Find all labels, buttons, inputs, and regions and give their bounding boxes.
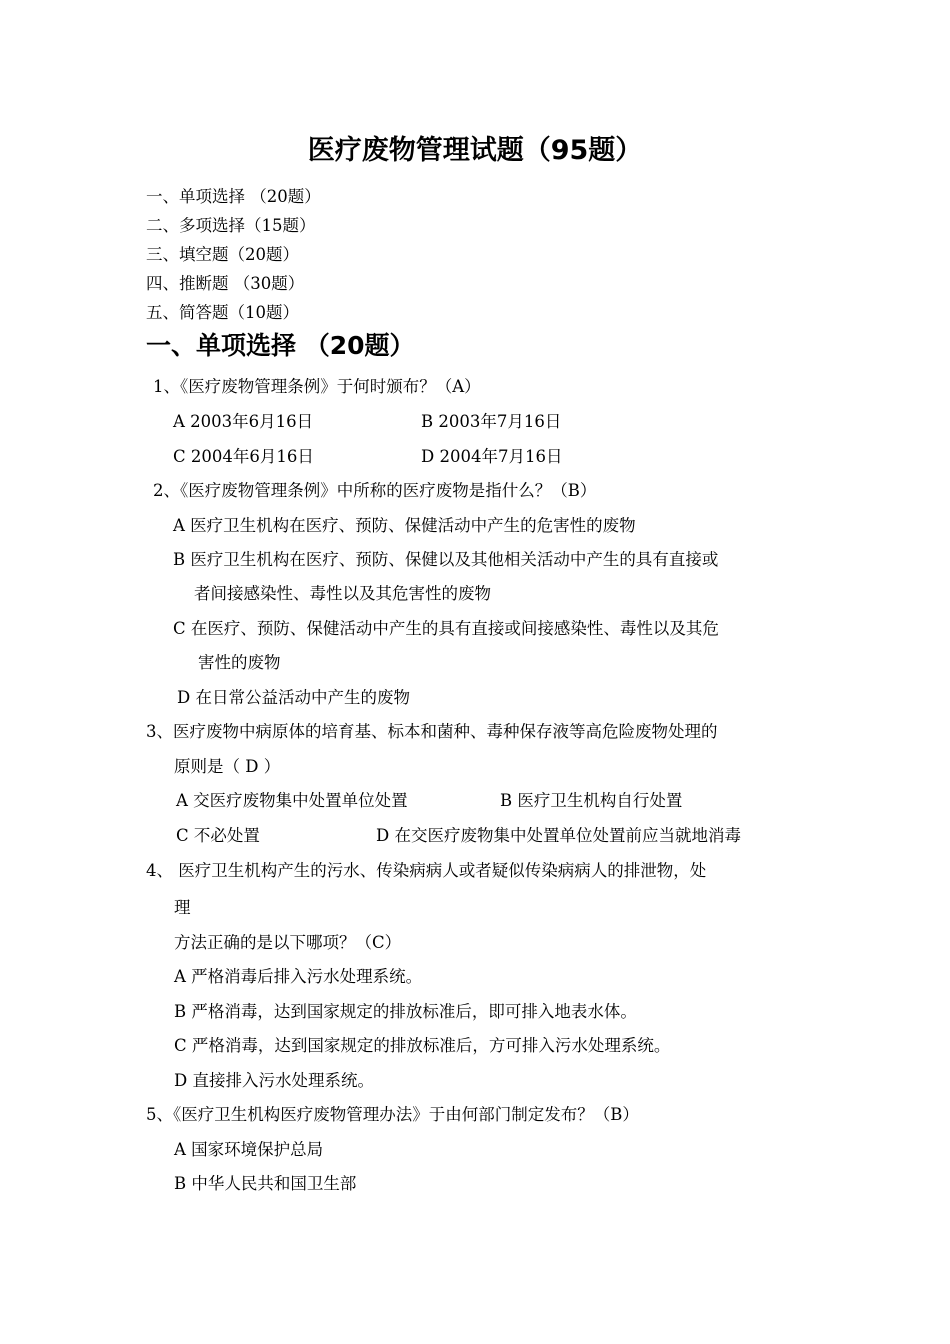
question-3-option-b: B 医疗卫生机构自行处置 xyxy=(500,791,683,810)
question-4-option-b: B 严格消毒，达到国家规定的排放标准后，即可排入地表水体。 xyxy=(174,1002,637,1021)
question-2-option-c-cont: 害性的废物 xyxy=(198,653,281,672)
question-1-option-c: C 2004年6月16日 xyxy=(173,447,314,466)
question-4-option-c: C 严格消毒，达到国家规定的排放标准后，方可排入污水处理系统。 xyxy=(174,1036,671,1055)
question-2-option-c: C 在医疗、预防、保健活动中产生的具有直接或间接感染性、毒性以及其危 xyxy=(173,619,719,638)
toc-item-5: 五、简答题（10题） xyxy=(146,303,299,322)
toc-item-4: 四、推断题 （30题） xyxy=(146,274,305,293)
question-1-stem: 1、《医疗废物管理条例》于何时颁布？（A） xyxy=(153,377,481,396)
question-5-option-b: B 中华人民共和国卫生部 xyxy=(174,1174,357,1193)
question-2-option-a: A 医疗卫生机构在医疗、预防、保健活动中产生的危害性的废物 xyxy=(173,516,636,535)
question-3-option-c: C 不必处置 xyxy=(176,826,260,845)
question-5-option-a: A 国家环境保护总局 xyxy=(174,1140,324,1159)
question-2-option-b-cont: 者间接感染性、毒性以及其危害性的废物 xyxy=(194,584,491,603)
toc-item-3: 三、填空题（20题） xyxy=(146,245,299,264)
question-3-option-d: D 在交医疗废物集中处置单位处置前应当就地消毒 xyxy=(376,826,741,845)
question-2-option-b: B 医疗卫生机构在医疗、预防、保健以及其他相关活动中产生的具有直接或 xyxy=(173,550,719,569)
toc-item-1: 一、单项选择 （20题） xyxy=(146,187,321,206)
question-1-option-b: B 2003年7月16日 xyxy=(421,412,562,431)
question-4-stem: 4、 医疗卫生机构产生的污水、传染病病人或者疑似传染病病人的排泄物，处 xyxy=(146,861,707,880)
question-4-option-a: A 严格消毒后排入污水处理系统。 xyxy=(174,967,423,986)
question-5-stem: 5、《医疗卫生机构医疗废物管理办法》于由何部门制定发布？（B） xyxy=(146,1105,639,1124)
document-title: 医疗废物管理试题（95题） xyxy=(307,135,643,166)
question-2-stem: 2、《医疗废物管理条例》中所称的医疗废物是指什么？（B） xyxy=(153,481,597,500)
question-1-option-d: D 2004年7月16日 xyxy=(421,447,563,466)
question-3-stem: 3、医疗废物中病原体的培育基、标本和菌种、毒种保存液等高危险废物处理的 xyxy=(146,722,718,741)
toc-item-2: 二、多项选择（15题） xyxy=(146,216,316,235)
question-1-option-a: A 2003年6月16日 xyxy=(173,412,314,431)
question-2-option-d: D 在日常公益活动中产生的废物 xyxy=(177,688,410,707)
section-heading: 一、单项选择 （20题） xyxy=(146,331,415,360)
question-3-stem-cont: 原则是（ D ） xyxy=(174,757,281,776)
question-4-stem-cont: 理 xyxy=(174,898,191,917)
question-4-option-d: D 直接排入污水处理系统。 xyxy=(174,1071,374,1090)
question-3-option-a: A 交医疗废物集中处置单位处置 xyxy=(176,791,408,810)
question-4-stem-cont-2: 方法正确的是以下哪项？（C） xyxy=(174,933,402,952)
